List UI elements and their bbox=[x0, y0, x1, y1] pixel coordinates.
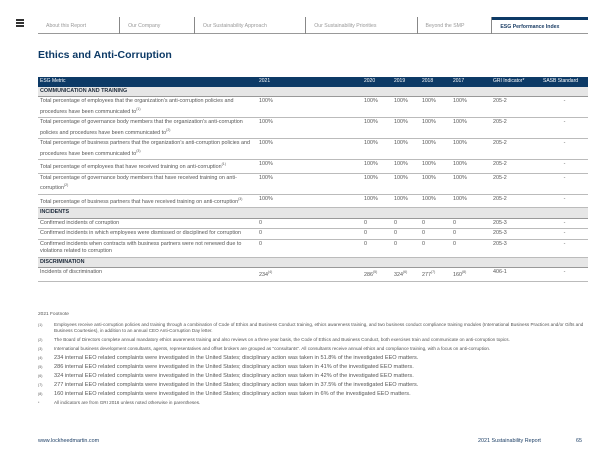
footnote bbox=[38, 346, 588, 352]
value-cell bbox=[451, 97, 491, 118]
footnote-text: International business development consultants, agents, representatives and offset brokers are grouped as "consultants". All consultants receive annual ethics and compliance training, with a focus on anti-corruption. bbox=[54, 346, 491, 351]
gri-cell: 205-3 bbox=[491, 239, 541, 257]
footnote-marker: (2) bbox=[38, 338, 43, 342]
nav-tab[interactable]: Our Sustainability Priorities bbox=[306, 17, 417, 34]
nav-tab[interactable]: About this Report bbox=[38, 17, 120, 34]
value: 100% bbox=[259, 140, 273, 147]
gri-cell: 205-2 bbox=[491, 139, 541, 160]
footnote-ref: (8) bbox=[462, 270, 467, 275]
value: 100% bbox=[364, 195, 378, 202]
value: 0 bbox=[422, 219, 425, 226]
value: 0 bbox=[394, 230, 397, 237]
value: 286 bbox=[364, 272, 373, 279]
value: 0 bbox=[364, 230, 367, 237]
section-header bbox=[38, 257, 588, 268]
gri-cell: 205-2 bbox=[491, 97, 541, 118]
column-header: SASB Standard bbox=[541, 77, 588, 87]
value: 0 bbox=[259, 240, 262, 247]
table-row bbox=[38, 160, 588, 173]
top-nav bbox=[38, 17, 588, 34]
value-cell bbox=[451, 160, 491, 173]
footnote-marker: (8) bbox=[38, 392, 43, 396]
value-cell bbox=[451, 118, 491, 139]
footnote bbox=[38, 400, 588, 406]
footer-report: 2021 Sustainability Report bbox=[478, 438, 541, 444]
footnote-ref: (1) bbox=[221, 162, 226, 167]
table-row bbox=[38, 218, 588, 229]
footnote-marker: (3) bbox=[38, 347, 43, 351]
table-row bbox=[38, 118, 588, 139]
gri-cell: 205-2 bbox=[491, 118, 541, 139]
footer-url[interactable]: www.lockheedmartin.com bbox=[38, 438, 100, 444]
sasb-cell: - bbox=[541, 268, 588, 281]
metric-cell bbox=[38, 239, 257, 257]
esg-table bbox=[38, 77, 588, 282]
table-row bbox=[38, 268, 588, 281]
column-header: 2017 bbox=[451, 77, 491, 87]
value-cell bbox=[420, 218, 451, 229]
value: 0 bbox=[364, 219, 367, 226]
sasb-cell: - bbox=[541, 239, 588, 257]
footnote bbox=[38, 364, 588, 370]
value: 0 bbox=[422, 240, 425, 247]
sasb-cell: - bbox=[541, 118, 588, 139]
value: 100% bbox=[453, 140, 467, 147]
value-cell bbox=[257, 218, 362, 229]
page-number: 65 bbox=[576, 438, 582, 444]
section-title: INCIDENTS bbox=[38, 207, 588, 218]
value: 0 bbox=[453, 230, 456, 237]
gri-cell: 205-2 bbox=[491, 160, 541, 173]
value: 100% bbox=[453, 98, 467, 105]
value: 100% bbox=[394, 195, 408, 202]
value: 0 bbox=[394, 219, 397, 226]
value-cell bbox=[451, 218, 491, 229]
value: 100% bbox=[422, 195, 436, 202]
footnote bbox=[38, 322, 588, 334]
value: 277 bbox=[422, 272, 431, 279]
value-cell bbox=[362, 139, 392, 160]
sasb-cell: - bbox=[541, 139, 588, 160]
metric-label: Total percentage of governance body members that the organization’s anti-corruption policies and procedures have been communicated to bbox=[40, 119, 243, 136]
gri-cell: 205-3 bbox=[491, 229, 541, 240]
gri-cell: 205-2 bbox=[491, 173, 541, 194]
value: 100% bbox=[259, 119, 273, 126]
footnote-text: Employees receive anti-corruption policies and training through a combination of Code of Ethics and Business Conduct training, ethics awareness training, and two business conduct compliance training modules (International Business Practices and/or Gifts and Business Courtesies), in addition to an annual CEO Anti-Corruption Day letter. bbox=[54, 322, 584, 333]
value-cell bbox=[392, 139, 420, 160]
value-cell bbox=[451, 173, 491, 194]
value: 100% bbox=[422, 98, 436, 105]
value-cell bbox=[420, 173, 451, 194]
footnote-ref: (6) bbox=[403, 270, 408, 275]
metric-label: Confirmed incidents in which employees were dismissed or disciplined for corruption bbox=[40, 230, 242, 237]
metric-label: Total percentage of business partners that have received training on anti-corruption bbox=[40, 198, 239, 205]
section-header bbox=[38, 87, 588, 97]
metric-cell bbox=[38, 268, 257, 281]
column-header: GRI Indicator* bbox=[491, 77, 541, 87]
value-cell bbox=[420, 194, 451, 207]
value-cell bbox=[451, 139, 491, 160]
section-title: COMMUNICATION AND TRAINING bbox=[38, 87, 588, 97]
value-cell bbox=[257, 97, 362, 118]
gri-cell: 205-2 bbox=[491, 194, 541, 207]
metric-cell bbox=[38, 118, 257, 139]
footnote-marker: (4) bbox=[38, 356, 43, 360]
footnote-ref: (2) bbox=[166, 127, 171, 132]
footnote-text: 160 internal EEO related complaints were investigated in the United States; disciplinary action was taken in 6% of the investigated EEO matters. bbox=[54, 391, 411, 397]
metric-label: Confirmed incidents of corruption bbox=[40, 219, 120, 226]
value-cell bbox=[392, 239, 420, 257]
value-cell bbox=[362, 194, 392, 207]
footnote-ref: (3) bbox=[136, 148, 141, 153]
value-cell bbox=[257, 173, 362, 194]
value: 0 bbox=[259, 219, 262, 226]
footnote-text: 277 internal EEO related complaints were investigated in the United States; disciplinary action was taken in 37.5% of the investigated EEO matters. bbox=[54, 382, 419, 388]
value-cell bbox=[392, 229, 420, 240]
table-row bbox=[38, 239, 588, 257]
sasb-cell: - bbox=[541, 218, 588, 229]
value: 100% bbox=[259, 98, 273, 105]
value: 100% bbox=[422, 174, 436, 181]
footnote-marker: (6) bbox=[38, 374, 43, 378]
value-cell bbox=[362, 160, 392, 173]
footnote-ref: (5) bbox=[373, 270, 378, 275]
value-cell bbox=[451, 194, 491, 207]
value: 100% bbox=[259, 161, 273, 168]
column-header: 2019 bbox=[392, 77, 420, 87]
gri-cell: 205-3 bbox=[491, 218, 541, 229]
column-header: 2018 bbox=[420, 77, 451, 87]
footnote bbox=[38, 373, 588, 379]
nav-tab[interactable]: Our Company bbox=[120, 17, 195, 34]
value-cell bbox=[257, 118, 362, 139]
value-cell bbox=[362, 218, 392, 229]
value: 324 bbox=[394, 272, 403, 279]
footnote-ref: (4) bbox=[268, 270, 273, 275]
value-cell bbox=[392, 118, 420, 139]
value-cell bbox=[257, 160, 362, 173]
metric-label: Incidents of discrimination bbox=[40, 269, 103, 276]
value-cell bbox=[451, 239, 491, 257]
footnote-marker: (7) bbox=[38, 383, 43, 387]
sasb-cell: - bbox=[541, 229, 588, 240]
value: 0 bbox=[394, 240, 397, 247]
footnote-text: All indicators are from GRI 2016 unless noted otherwise in parentheses. bbox=[54, 400, 201, 405]
value-cell bbox=[392, 97, 420, 118]
value: 100% bbox=[364, 161, 378, 168]
value: 100% bbox=[453, 195, 467, 202]
value: 0 bbox=[364, 240, 367, 247]
menu-icon[interactable] bbox=[16, 19, 24, 27]
value: 100% bbox=[394, 140, 408, 147]
sasb-cell: - bbox=[541, 160, 588, 173]
value-cell bbox=[362, 173, 392, 194]
value: 100% bbox=[453, 119, 467, 126]
value-cell bbox=[392, 173, 420, 194]
value-cell bbox=[420, 239, 451, 257]
value: 0 bbox=[259, 230, 262, 237]
footnote-text: The Board of Directors complete annual mandatory ethics awareness training and also reviews on a three year basis, the Code of Ethics and Business Conduct, both exercises train and communicate on anti-corruption topics. bbox=[54, 337, 510, 342]
nav-tab[interactable]: Our Sustainability Approach bbox=[195, 17, 306, 34]
footnote-ref: (7) bbox=[431, 270, 436, 275]
footnote bbox=[38, 382, 588, 388]
value-cell bbox=[420, 118, 451, 139]
value-cell bbox=[392, 160, 420, 173]
metric-cell bbox=[38, 173, 257, 194]
value-cell bbox=[392, 268, 420, 281]
metric-cell bbox=[38, 194, 257, 207]
metric-cell bbox=[38, 97, 257, 118]
value-cell bbox=[362, 97, 392, 118]
value-cell bbox=[420, 268, 451, 281]
footnote bbox=[38, 355, 588, 361]
value: 0 bbox=[453, 219, 456, 226]
value-cell bbox=[420, 160, 451, 173]
footnote-marker: (5) bbox=[38, 365, 43, 369]
table-row bbox=[38, 194, 588, 207]
column-header: ESG Metric bbox=[38, 77, 257, 87]
value-cell bbox=[392, 218, 420, 229]
metric-cell bbox=[38, 139, 257, 160]
value: 100% bbox=[364, 174, 378, 181]
metric-label: Total percentage of business partners that the organization’s anti-corruption policies and procedures have been communicated to bbox=[40, 140, 250, 157]
value-cell bbox=[257, 139, 362, 160]
table-row bbox=[38, 97, 588, 118]
value: 0 bbox=[422, 230, 425, 237]
value: 100% bbox=[364, 140, 378, 147]
page-title: Ethics and Anti-Corruption bbox=[38, 49, 172, 61]
gri-cell: 406-1 bbox=[491, 268, 541, 281]
metric-label: Total percentage of governance body members that have received training on anti-corruption bbox=[40, 174, 237, 191]
value: 100% bbox=[394, 119, 408, 126]
value-cell bbox=[362, 229, 392, 240]
metric-label: Confirmed incidents when contracts with business partners were not renewed due to violations related to corruption bbox=[40, 240, 242, 255]
value-cell bbox=[257, 268, 362, 281]
nav-tab[interactable]: ESG Performance Index bbox=[492, 17, 588, 34]
value: 100% bbox=[259, 195, 273, 202]
metric-cell bbox=[38, 160, 257, 173]
value: 234 bbox=[259, 272, 268, 279]
table-row bbox=[38, 229, 588, 240]
metric-cell bbox=[38, 229, 257, 240]
table-row bbox=[38, 139, 588, 160]
value: 160 bbox=[453, 272, 462, 279]
value: 100% bbox=[422, 161, 436, 168]
value-cell bbox=[420, 229, 451, 240]
value: 100% bbox=[453, 174, 467, 181]
value: 0 bbox=[453, 240, 456, 247]
value-cell bbox=[257, 194, 362, 207]
footnote-text: 324 internal EEO related complaints were investigated in the United States; disciplinary action was taken in 42% of the investigated EEO matters. bbox=[54, 373, 414, 379]
value-cell bbox=[420, 139, 451, 160]
value: 100% bbox=[394, 161, 408, 168]
footnote-ref: (2) bbox=[63, 183, 69, 188]
value: 100% bbox=[394, 174, 408, 181]
footnote-ref: (3) bbox=[238, 196, 243, 201]
value-cell bbox=[392, 194, 420, 207]
value-cell bbox=[362, 118, 392, 139]
value: 100% bbox=[259, 174, 273, 181]
value-cell bbox=[451, 229, 491, 240]
value: 100% bbox=[394, 98, 408, 105]
value-cell bbox=[257, 239, 362, 257]
footnote-text: 234 internal EEO related complaints were investigated in the United States; disciplinary action was taken in 51.8% of the investigated EEO matters. bbox=[54, 355, 419, 361]
footnote bbox=[38, 337, 588, 343]
footnote-marker: * bbox=[38, 401, 40, 405]
value: 100% bbox=[364, 119, 378, 126]
value: 100% bbox=[422, 119, 436, 126]
footnote-title: 2021 Footnote bbox=[38, 312, 69, 317]
value-cell bbox=[451, 268, 491, 281]
metric-label: Total percentage of employees that the organization’s anti-corruption policies and procedures have been communicated to bbox=[40, 98, 234, 115]
sasb-cell: - bbox=[541, 97, 588, 118]
sasb-cell: - bbox=[541, 194, 588, 207]
footnote bbox=[38, 391, 588, 397]
sasb-cell: - bbox=[541, 173, 588, 194]
value: 100% bbox=[422, 140, 436, 147]
value-cell bbox=[362, 239, 392, 257]
value: 100% bbox=[453, 161, 467, 168]
footnote-text: 286 internal EEO related complaints were investigated in the United States; disciplinary action was taken in 41% of the investigated EEO matters. bbox=[54, 364, 414, 370]
footnote-marker: (1) bbox=[38, 323, 43, 327]
column-header: 2021 bbox=[257, 77, 362, 87]
table-row bbox=[38, 173, 588, 194]
value-cell bbox=[257, 229, 362, 240]
section-title: DISCRIMINATION bbox=[38, 257, 588, 268]
nav-tab[interactable]: Beyond the SMP bbox=[418, 17, 493, 34]
value-cell bbox=[420, 97, 451, 118]
value-cell bbox=[362, 268, 392, 281]
section-header bbox=[38, 207, 588, 218]
column-header: 2020 bbox=[362, 77, 392, 87]
footnote-ref: (1) bbox=[136, 106, 141, 111]
footnotes bbox=[38, 322, 588, 409]
metric-cell bbox=[38, 218, 257, 229]
value: 100% bbox=[364, 98, 378, 105]
metric-label: Total percentage of employees that have received training on anti-corruption bbox=[40, 163, 222, 170]
